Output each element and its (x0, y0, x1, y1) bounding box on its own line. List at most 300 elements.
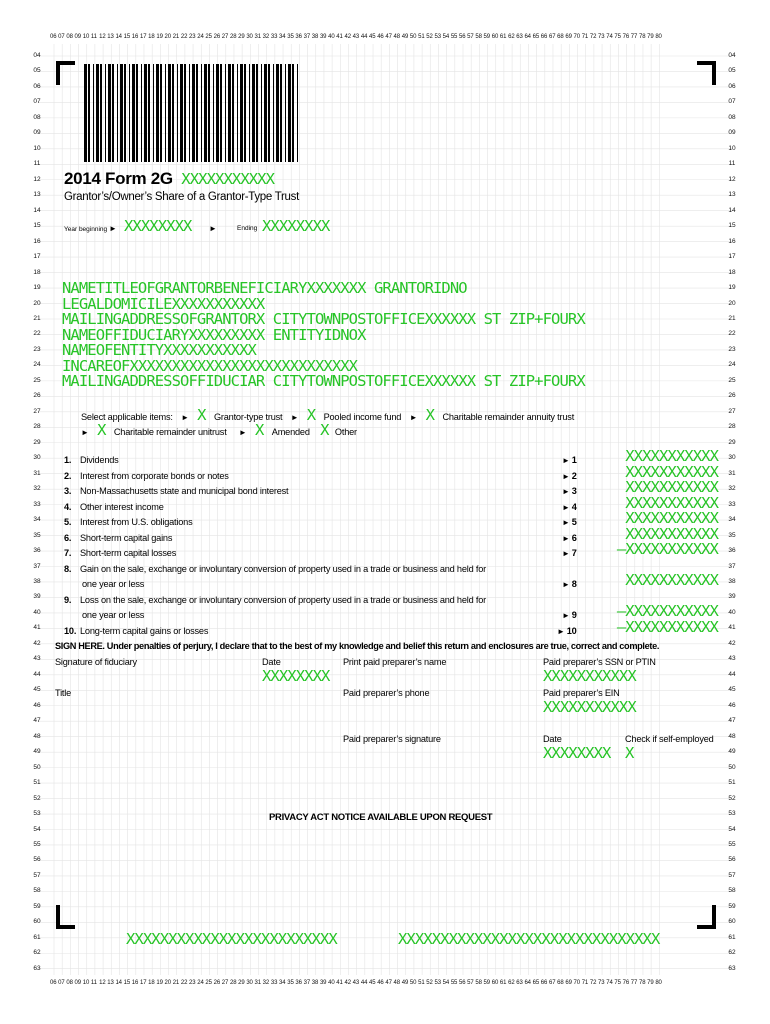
line-number: 3. (64, 486, 72, 496)
form-subtitle: Grantor’s/Owner’s Share of a Grantor-Type Trust (64, 191, 299, 203)
line-box-number (562, 548, 577, 558)
box-number: 4 (571, 501, 577, 512)
line-value[interactable]: –XXXXXXXXXXX (616, 602, 718, 620)
row-number: 05 (728, 67, 736, 75)
charitable-annuity-checkbox[interactable]: X (425, 406, 435, 424)
barcode-bar (168, 64, 171, 162)
row-number: 16 (33, 237, 41, 245)
arrow-right-icon: ► (181, 413, 189, 422)
row-number: 16 (728, 237, 736, 245)
column-number: 12 (99, 34, 106, 40)
arrow-right-icon: ► (562, 580, 572, 589)
column-number: 28 (229, 34, 237, 40)
column-number: 59 (483, 980, 491, 986)
barcode-bar (100, 64, 102, 162)
row-number: 38 (728, 577, 736, 585)
box-number: 1 (571, 455, 577, 465)
column-number: 59 (483, 34, 491, 40)
row-number: 18 (33, 268, 41, 276)
column-number: 10 (82, 980, 90, 986)
line-box-number (562, 579, 577, 589)
line-number: 2. (64, 470, 72, 481)
preparer-ein-value[interactable]: XXXXXXXXXXX (543, 698, 636, 716)
arrow-right-icon: ► (81, 428, 89, 437)
barcode-bar (252, 64, 255, 162)
column-number: 11 (90, 980, 97, 986)
column-number: 13 (107, 34, 114, 40)
amended-label: Amended (271, 427, 310, 437)
column-number: 08 (66, 34, 73, 40)
barcode-bar (93, 64, 94, 162)
barcode-bar (204, 64, 207, 162)
sign-here-declaration: SIGN HERE. Under penalties of perjury, I declare that to the best of my knowledge and belief this return and enclosures are true, correct and complete. (55, 641, 660, 651)
row-number: 45 (728, 686, 736, 694)
line-number: 10. (64, 625, 77, 636)
column-number: 09 (74, 980, 82, 986)
line-value[interactable]: –XXXXXXXXXXX (616, 617, 718, 636)
date2-value[interactable]: XXXXXXXX (543, 744, 611, 762)
row-number: 62 (728, 949, 736, 957)
date-label: Date (262, 657, 281, 667)
row-number: 53 (33, 810, 41, 818)
column-number: 40 (328, 980, 335, 986)
barcode (84, 64, 300, 162)
row-number: 14 (728, 206, 736, 214)
row-number: 60 (33, 918, 41, 926)
column-number: 46 (377, 980, 384, 986)
column-number: 60 (491, 34, 499, 40)
column-number: 18 (148, 34, 155, 40)
row-number: 11 (33, 160, 41, 168)
line-value[interactable]: XXXXXXXXXXX (625, 462, 718, 481)
column-number: 62 (508, 34, 515, 40)
barcode-bar (201, 64, 202, 162)
column-number: 61 (499, 980, 507, 986)
line-label: Other interest income (80, 501, 164, 512)
row-number: 31 (33, 469, 41, 477)
row-number: 28 (33, 423, 41, 431)
column-number: 58 (475, 34, 482, 40)
line-item (64, 502, 164, 512)
barcode-bar (256, 64, 258, 162)
column-number: 16 (131, 34, 139, 40)
row-number: 46 (728, 701, 736, 709)
line-number: 1. (64, 455, 72, 465)
column-number: 26 (213, 980, 221, 986)
column-number: 31 (254, 980, 261, 986)
column-number: 27 (221, 34, 229, 40)
row-number: 12 (728, 175, 736, 183)
column-number: 49 (401, 34, 409, 40)
line-value[interactable]: XXXXXXXXXXX (625, 447, 718, 465)
line-box-number (562, 610, 577, 620)
self-employed-checkbox[interactable]: X (625, 744, 634, 762)
corner-mark-top-left (56, 61, 75, 85)
arrow-right-icon: ► (290, 413, 299, 422)
box-number: 9 (571, 610, 577, 620)
other-label: Other (334, 427, 357, 437)
row-number: 24 (728, 361, 736, 369)
line-label: Short-term capital gains (80, 532, 173, 543)
row-number: 47 (33, 717, 41, 725)
line-box-number (562, 455, 577, 465)
barcode-bar (276, 64, 279, 162)
row-number: 32 (728, 485, 736, 493)
column-number: 33 (270, 34, 278, 40)
column-number: 51 (418, 34, 425, 40)
address-line: NAMEOFFIDUCIARYXXXXXXXXX ENTITYIDNOX (62, 325, 366, 344)
line-value[interactable]: –XXXXXXXXXXX (616, 540, 718, 558)
column-number: 57 (467, 34, 474, 40)
barcode-bar (112, 64, 114, 162)
row-number: 04 (33, 52, 41, 59)
year-beginning-value: XXXXXXXX (124, 217, 192, 235)
box-number: 3 (571, 486, 577, 496)
arrow-right-icon: ► (238, 428, 247, 437)
line-label: Interest from U.S. obligations (80, 517, 193, 527)
amended-checkbox[interactable]: X (255, 421, 264, 439)
row-number: 51 (728, 779, 736, 787)
line-label: Short-term capital losses (80, 548, 177, 558)
row-number: 54 (33, 825, 41, 833)
column-number: 73 (598, 980, 605, 986)
line-label-continued: one year or less (82, 579, 145, 589)
row-number: 43 (33, 655, 41, 663)
preparer-ein-label: Paid preparer’s EIN (543, 688, 620, 698)
address-line: NAMETITLEOFGRANTORBENEFICIARYXXXXXXX GRANTORIDNO (62, 279, 467, 297)
row-number: 10 (33, 144, 41, 152)
column-number: 54 (442, 980, 450, 986)
row-number: 41 (728, 624, 736, 632)
row-number: 56 (33, 856, 41, 864)
address-line: NAMEOFENTITYXXXXXXXXXXX (62, 341, 256, 359)
column-number: 37 (303, 34, 311, 40)
row-number: 13 (33, 191, 41, 199)
column-number: 19 (156, 980, 163, 986)
line-item (64, 486, 288, 496)
line-value[interactable]: XXXXXXXXXXX (625, 524, 718, 543)
preparer-ssn-value[interactable]: XXXXXXXXXXX (543, 667, 636, 685)
year-beginning-label: Year beginning ► (64, 224, 117, 233)
barcode-bar (117, 64, 118, 162)
column-number: 56 (459, 980, 466, 986)
form-title: 2014 Form 2G (64, 169, 173, 188)
row-number: 59 (728, 902, 736, 910)
column-number: 55 (450, 34, 458, 40)
form-title-row (64, 169, 274, 189)
column-number: 19 (156, 34, 163, 40)
barcode-bar (237, 64, 238, 162)
column-number: 25 (205, 980, 212, 986)
line-number: 8. (64, 563, 72, 574)
footer-code-right: XXXXXXXXXXXXXXXXXXXXXXXXXXXXXXX (398, 930, 660, 948)
row-number: 63 (33, 964, 41, 972)
column-number: 51 (418, 980, 425, 986)
column-number: 78 (638, 34, 646, 40)
row-number: 34 (728, 516, 736, 524)
column-number: 31 (254, 34, 261, 40)
barcode-bar (240, 64, 243, 162)
box-number: 7 (571, 548, 577, 558)
privacy-notice: PRIVACY ACT NOTICE AVAILABLE UPON REQUEST (269, 812, 493, 823)
column-number: 41 (336, 980, 343, 986)
column-number: 36 (295, 980, 302, 986)
arrow-right-icon: ► (562, 518, 572, 527)
barcode-bar (216, 64, 219, 162)
row-number: 30 (728, 454, 736, 462)
barcode-bar (156, 64, 159, 162)
row-number: 42 (33, 639, 41, 647)
barcode-bar (124, 64, 126, 162)
column-number: 61 (499, 34, 507, 40)
address-line: INCAREOFXXXXXXXXXXXXXXXXXXXXXXXXXXX (62, 356, 358, 375)
column-number: 06 (50, 980, 57, 986)
preparer-ssn-label: Paid preparer’s SSN or PTIN (543, 657, 656, 667)
row-number: 08 (33, 113, 41, 121)
barcode-bar (189, 64, 190, 162)
column-number: 74 (606, 980, 613, 986)
row-number: 33 (728, 500, 736, 508)
column-number: 17 (139, 34, 147, 40)
charitable-annuity-label: Charitable remainder annuity trust (442, 412, 575, 422)
column-number: 78 (638, 980, 646, 986)
grantor-type-checkbox[interactable]: X (197, 406, 206, 424)
column-number: 21 (172, 980, 180, 986)
column-number: 71 (581, 34, 589, 40)
row-number: 57 (728, 871, 736, 879)
barcode-bar (153, 64, 154, 162)
row-number: 51 (33, 779, 41, 787)
barcode-bar (120, 64, 123, 162)
column-number: 72 (589, 980, 597, 986)
barcode-bar (297, 64, 298, 162)
barcode-bar (141, 64, 142, 162)
barcode-bar (180, 64, 183, 162)
column-number: 57 (467, 980, 474, 986)
row-number: 48 (728, 732, 736, 740)
barcode-bar (132, 64, 135, 162)
column-number: 15 (123, 34, 131, 40)
column-number: 45 (369, 34, 376, 40)
line-label: Long-term capital gains or losses (80, 625, 209, 636)
column-number: 46 (377, 34, 384, 40)
column-number: 56 (459, 34, 466, 40)
line-box-number (562, 502, 577, 512)
row-number: 06 (728, 82, 736, 90)
column-number: 34 (279, 34, 286, 40)
column-number: 28 (229, 980, 237, 986)
column-number: 22 (180, 980, 188, 986)
row-number: 15 (728, 222, 736, 230)
row-number: 27 (728, 407, 736, 415)
row-number: 23 (33, 345, 41, 353)
column-number: 54 (442, 34, 450, 40)
address-line: MAILINGADDRESSOFFIDUCIAR CITYTOWNPOSTOFFICEXXXXXX ST ZIP+FOURX (62, 372, 585, 390)
row-number: 29 (728, 438, 736, 446)
arrow-right-icon: ► (409, 413, 418, 422)
arrow-right-icon: ► (562, 611, 572, 620)
column-number: 53 (434, 34, 441, 40)
row-number: 49 (728, 748, 736, 756)
row-number: 27 (33, 407, 41, 415)
barcode-bar (261, 64, 262, 162)
row-number: 26 (728, 392, 736, 400)
column-number: 11 (90, 34, 97, 40)
preparer-signature-label: Paid preparer’s signature (343, 734, 441, 744)
row-number: 54 (728, 825, 736, 833)
column-number: 25 (205, 34, 212, 40)
signature-fiduciary-label: Signature of fiduciary (55, 657, 137, 667)
row-number: 12 (33, 175, 41, 183)
column-number: 32 (262, 34, 270, 40)
column-number: 79 (647, 980, 654, 986)
column-number: 14 (115, 980, 122, 986)
line-number: 4. (64, 501, 72, 512)
line-item (64, 471, 229, 481)
other-checkbox[interactable]: X (320, 421, 329, 439)
column-number: 24 (197, 980, 204, 986)
column-number: 41 (336, 34, 343, 40)
column-number: 07 (58, 34, 65, 40)
column-number: 37 (303, 980, 311, 986)
column-number: 50 (409, 34, 417, 40)
column-number: 77 (630, 34, 638, 40)
line-item (64, 548, 176, 558)
row-number: 07 (33, 98, 41, 106)
barcode-bar (172, 64, 174, 162)
column-number: 42 (344, 980, 351, 986)
date-value[interactable]: XXXXXXXX (262, 667, 330, 685)
column-number: 70 (573, 34, 580, 40)
barcode-bar (192, 64, 195, 162)
row-number: 22 (33, 330, 41, 338)
column-number: 14 (115, 34, 122, 40)
column-number: 73 (598, 34, 605, 40)
row-number: 52 (728, 794, 736, 802)
line-number: 5. (64, 517, 72, 527)
column-number: 66 (540, 980, 548, 986)
column-number: 64 (524, 34, 531, 40)
column-number: 70 (573, 980, 580, 986)
row-number: 55 (33, 840, 41, 848)
row-number: 20 (33, 299, 41, 307)
arrow-right-icon: ► (562, 502, 572, 512)
row-number: 19 (728, 284, 736, 292)
applicable-items-label: Select applicable items: (81, 412, 173, 422)
arrow-right-icon: ► (562, 549, 572, 558)
pooled-income-checkbox[interactable]: X (306, 406, 316, 424)
box-number: 5 (571, 517, 577, 527)
row-number: 41 (33, 624, 41, 632)
barcode-bar (249, 64, 250, 162)
row-number: 36 (33, 547, 41, 555)
line-label: Dividends (80, 455, 119, 465)
row-number: 47 (728, 717, 736, 725)
row-number: 29 (33, 438, 41, 446)
row-number: 26 (33, 392, 41, 400)
column-number: 35 (287, 34, 294, 40)
footer-code-left: XXXXXXXXXXXXXXXXXXXXXXXXX (126, 930, 337, 948)
line-value[interactable]: XXXXXXXXXXX (625, 478, 718, 496)
column-number: 29 (238, 34, 245, 40)
line-label: Interest from corporate bonds or notes (80, 470, 229, 481)
grantor-type-label: Grantor-type trust (213, 412, 283, 422)
line-box-number (562, 533, 577, 543)
column-number: 75 (614, 980, 621, 986)
barcode-bar (105, 64, 106, 162)
row-number: 17 (728, 253, 736, 261)
charitable-unitrust-checkbox[interactable]: X (97, 421, 106, 439)
applicable-items-row-2 (81, 421, 357, 439)
column-number: 42 (344, 34, 351, 40)
column-number: 32 (262, 980, 270, 986)
barcode-bar (228, 64, 231, 162)
row-number: 34 (33, 516, 41, 524)
column-number: 47 (385, 980, 392, 986)
arrow-right-icon: ► (108, 224, 117, 233)
line-label: Gain on the sale, exchange or involuntary conversion of property used in a trade or business and held for (80, 563, 486, 574)
column-number: 67 (548, 34, 556, 40)
line-number: 6. (64, 532, 72, 543)
line-number: 7. (64, 548, 72, 558)
line-value[interactable]: XXXXXXXXXXX (625, 571, 718, 589)
line-value[interactable]: XXXXXXXXXXX (625, 493, 718, 512)
row-number: 56 (728, 856, 736, 864)
line-value[interactable]: XXXXXXXXXXX (625, 509, 718, 527)
barcode-bar (220, 64, 222, 162)
column-number: 39 (319, 980, 327, 986)
preparer-name-label: Print paid preparer’s name (343, 657, 447, 667)
column-number: 69 (565, 980, 572, 986)
column-number: 75 (614, 34, 621, 40)
address-line: MAILINGADDRESSOFGRANTORX CITYTOWNPOSTOFFICEXXXXXX ST ZIP+FOURX (62, 310, 585, 328)
barcode-bar (160, 64, 162, 162)
column-number: 26 (213, 34, 221, 40)
row-number: 35 (33, 531, 41, 539)
row-number: 38 (33, 577, 41, 585)
row-number: 58 (728, 887, 736, 895)
row-number: 21 (33, 314, 41, 322)
arrow-right-icon: ► (562, 533, 572, 543)
column-number: 72 (589, 34, 597, 40)
barcode-bar (177, 64, 178, 162)
preparer-phone-label: Paid preparer’s phone (343, 688, 430, 698)
row-number: 52 (33, 794, 41, 802)
column-number: 17 (139, 980, 147, 986)
barcode-bar (184, 64, 186, 162)
column-number: 18 (148, 980, 155, 986)
barcode-bar (264, 64, 267, 162)
row-number: 13 (728, 191, 736, 199)
row-number: 22 (728, 330, 736, 338)
column-number: 77 (630, 980, 638, 986)
column-number: 65 (532, 34, 540, 40)
column-number: 52 (426, 34, 433, 40)
column-number: 15 (123, 980, 131, 986)
column-number: 40 (328, 34, 335, 40)
ending-value: XXXXXXXX (262, 217, 330, 235)
column-number: 30 (246, 980, 253, 986)
barcode-bar (280, 64, 282, 162)
row-number: 57 (33, 871, 41, 879)
row-number: 33 (33, 500, 41, 508)
column-number: 20 (164, 34, 171, 40)
row-number: 10 (728, 144, 736, 152)
row-number: 53 (728, 810, 736, 818)
charitable-unitrust-label: Charitable remainder unitrust (113, 427, 227, 437)
column-number: 23 (189, 34, 196, 40)
row-number: 32 (33, 485, 41, 493)
